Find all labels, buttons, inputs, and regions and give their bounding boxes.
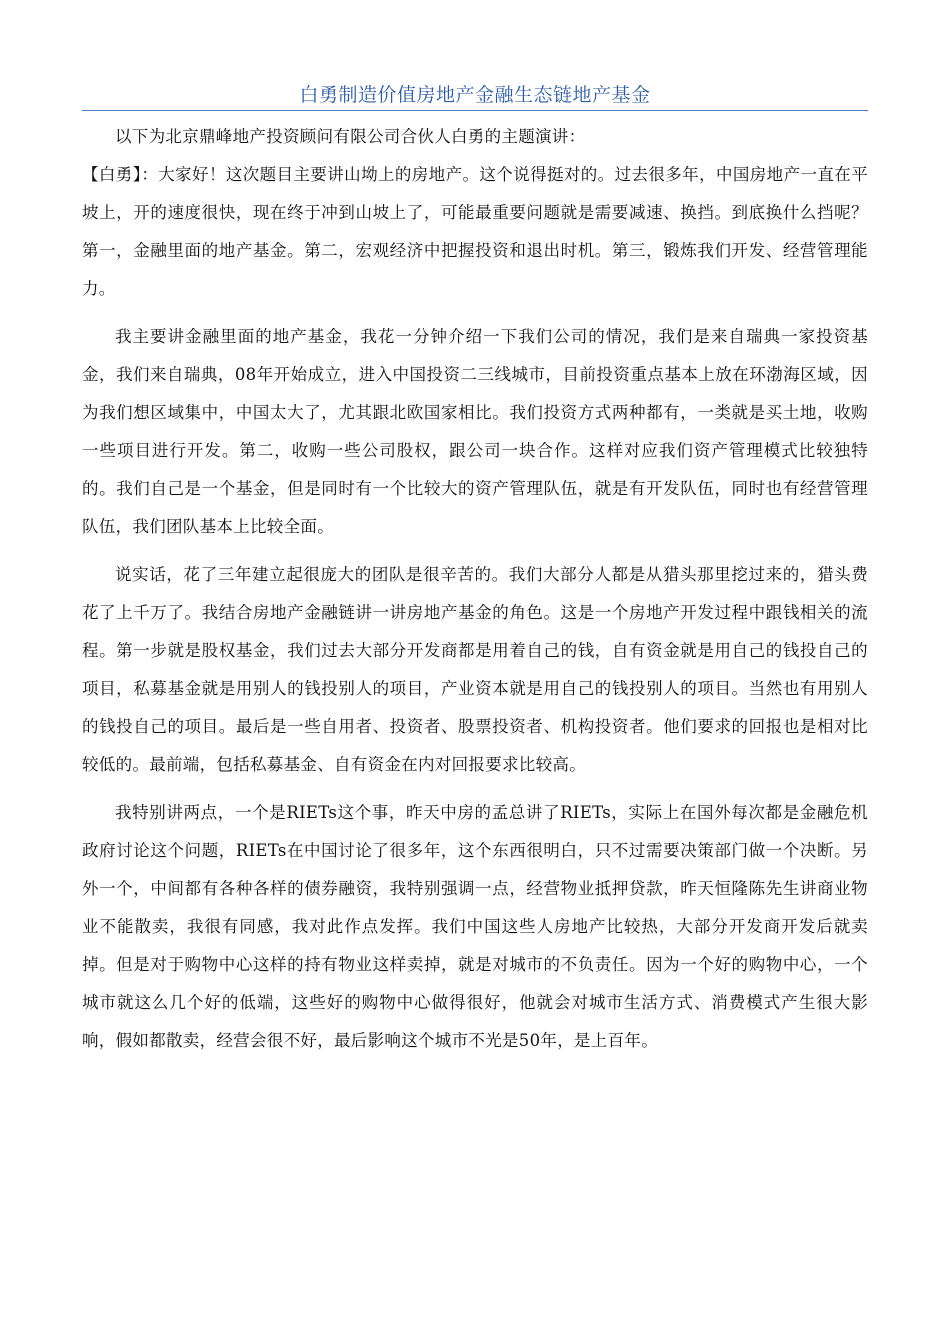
speech-paragraph-3: 说实话，花了三年建立起很庞大的团队是很辛苦的。我们大部分人都是从猎头那里挖过来的，猎头费花了上千万了。我结合房地产金融链讲一讲房地产基金的角色。这是一个房地产开发过程中跟钱相关的流程。第一步就是股权基金，我们过去大部分开发商都是用着自己的钱，自有资金就是用自己的钱投自己的项目，私募基金就是用别人的钱投别人的项目，产业资本就是用自己的钱投别人的项目。当然也有用别人的钱投自己的项目。最后是一些自用者、投资者、股票投资者、机构投资者。他们要求的回报也是相对比较低的。最前端，包括私募基金、自有资金在内对回报要求比较高。 — [82, 565, 868, 774]
speech-paragraph-2: 我主要讲金融里面的地产基金，我花一分钟介绍一下我们公司的情况，我们是来自瑞典一家投资基金，我们来自瑞典，08年开始成立，进入中国投资二三线城市，目前投资重点基本上放在环渤海区域，因为我们想区域集中，中国太大了，尤其跟北欧国家相比。我们投资方式两种都有，一类就是买土地，收购一些项目进行开发。第二，收购一些公司股权，跟公司一块合作。这样对应我们资产管理模式比较独特的。我们自己是一个基金，但是同时有一个比较大的资产管理队伍，就是有开发队伍，同时也有经营管理队伍，我们团队基本上比较全面。 — [82, 327, 868, 536]
document-body — [82, 118, 868, 1060]
speech-paragraph-4: 我特别讲两点，一个是RIETs这个事，昨天中房的孟总讲了RIETs，实际上在国外每次都是金融危机政府讨论这个问题，RIETs在中国讨论了很多年，这个东西很明白，只不过需要决策部门做一个决断。另外一个，中间都有各种各样的债券融资，我特别强调一点，经营物业抵押贷款，昨天恒隆陈先生讲商业物业不能散卖，我很有同感，我对此作点发挥。我们中国这些人房地产比较热，大部分开发商开发后就卖掉。但是对于购物中心这样的持有物业这样卖掉，就是对城市的不负责任。因为一个好的购物中心，一个城市就这么几个好的低端，这些好的购物中心做得很好，他就会对城市生活方式、消费模式产生很大影响，假如都散卖，经营会很不好，最后影响这个城市不光是50年，是上百年。 — [82, 803, 868, 1050]
title-underline — [82, 110, 868, 111]
speech-paragraph-1: 【白勇】：大家好！这次题目主要讲山坳上的房地产。这个说得挺对的。过去很多年，中国房地产一直在平坡上，开的速度很快，现在终于冲到山坡上了，可能最重要问题就是需要减速、换挡。到底换什么挡呢？第一，金融里面的地产基金。第二，宏观经济中把握投资和退出时机。第三，锻炼我们开发、经营管理能力。 — [82, 165, 868, 298]
intro-paragraph: 以下为北京鼎峰地产投资顾问有限公司合伙人白勇的主题演讲： — [115, 127, 586, 146]
document-title: 白勇制造价值房地产金融生态链地产基金 — [299, 84, 651, 106]
